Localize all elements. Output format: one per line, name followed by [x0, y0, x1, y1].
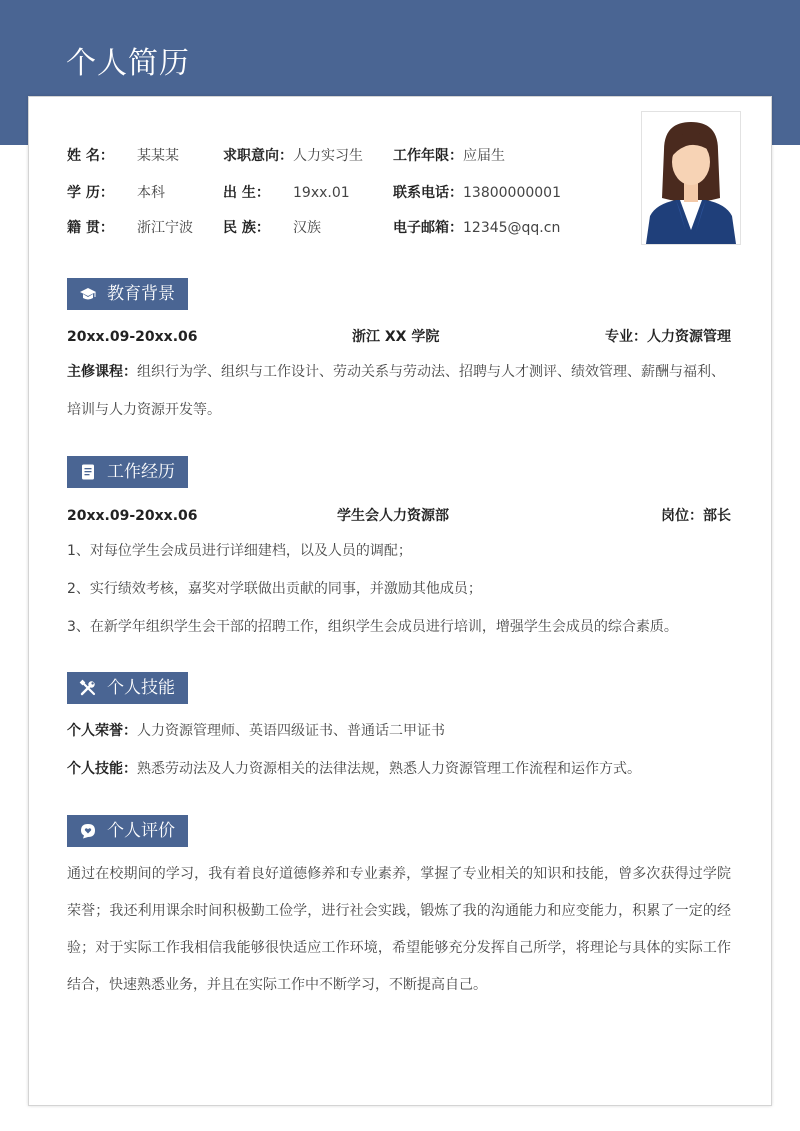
- avatar-illustration-icon: [642, 112, 740, 244]
- section-education-title: 教育背景: [107, 284, 175, 304]
- education-summary-row: [67, 326, 731, 348]
- experience-item: 2、实行绩效考核，嘉奖对学联做出贡献的同事，并激励其他成员；: [67, 581, 482, 597]
- birth-value: 19xx.01: [293, 185, 350, 201]
- education-courses: [67, 361, 731, 383]
- honor-label: 个人荣誉：: [67, 723, 137, 739]
- education-period: 20xx.09-20xx.06: [67, 329, 198, 345]
- phone-label: 联系电话：: [393, 185, 463, 201]
- section-skills-title: 个人技能: [107, 678, 175, 698]
- courses-label: 主修课程：: [67, 364, 137, 380]
- experience-org: 学生会人力资源部: [337, 508, 449, 524]
- name-label: 姓 名：: [67, 148, 114, 164]
- education-major: 专业：人力资源管理: [605, 329, 731, 345]
- intent-label: 求职意向：: [223, 148, 293, 164]
- ethnic-value: 汉族: [293, 220, 321, 236]
- tools-icon: [79, 679, 97, 697]
- skill-value: 熟悉劳动法及人力资源相关的法律法规，熟悉人力资源管理工作流程和运作方式。: [137, 761, 641, 777]
- resume-card: [28, 96, 772, 1106]
- section-experience-header: [67, 456, 188, 488]
- experience-item: 3、在新学年组织学生会干部的招聘工作，组织学生会成员进行培训，增强学生会成员的综合素质。: [67, 619, 678, 635]
- section-experience-title: 工作经历: [107, 462, 175, 482]
- profile-photo: [641, 111, 741, 245]
- notebook-icon: [79, 463, 97, 481]
- section-skills-header: [67, 672, 188, 704]
- experience-item: 1、对每位学生会成员进行详细建档，以及人员的调配；: [67, 543, 412, 559]
- section-education-header: [67, 278, 188, 310]
- email-label: 电子邮箱：: [393, 220, 463, 236]
- years-label: 工作年限：: [393, 148, 463, 164]
- years-value: 应届生: [463, 148, 505, 164]
- page-title: 个人简历: [66, 46, 190, 81]
- honor-value: 人力资源管理师、英语四级证书、普通话二甲证书: [137, 723, 445, 739]
- courses-line-2: 培训与人力资源开发等。: [67, 402, 221, 418]
- email-value: 12345@qq.cn: [463, 220, 561, 236]
- education-school: 浙江 XX 学院: [352, 329, 440, 345]
- ethnic-label: 民 族：: [223, 220, 270, 236]
- evaluation-text: 通过在校期间的学习，我有着良好道德修养和专业素养，掌握了专业相关的知识和技能，曾多次获得过学院荣誉；我还利用课余时间积极勤工俭学，进行社会实践，锻炼了我的沟通能力和应变能力，积累了一定的经验；对于实际工作我相信我能够很快适应工作环境，希望能够充分发挥自己所学，将理论与具体的实际工作结合，快速熟悉业务，并且在实际工作中不断学习，不断提高自己。: [67, 866, 731, 993]
- skills-honor-row: [67, 720, 731, 742]
- skills-skill-row: [67, 758, 731, 780]
- speech-bubble-heart-icon: [79, 822, 97, 840]
- section-evaluation-header: [67, 815, 188, 847]
- birth-label: 出 生：: [223, 185, 270, 201]
- section-evaluation-title: 个人评价: [107, 821, 175, 841]
- edu-label: 学 历：: [67, 185, 114, 201]
- phone-value: 13800000001: [463, 185, 561, 201]
- education-courses-cont: [67, 399, 731, 421]
- intent-value: 人力实习生: [293, 148, 363, 164]
- edu-value: 本科: [137, 185, 165, 201]
- origin-value: 浙江宁波: [137, 220, 193, 236]
- skill-label: 个人技能：: [67, 761, 137, 777]
- name-value: 某某某: [137, 148, 179, 164]
- experience-position: 岗位：部长: [661, 508, 731, 524]
- experience-period: 20xx.09-20xx.06: [67, 508, 198, 524]
- graduation-cap-icon: [79, 285, 97, 303]
- courses-line-1: 组织行为学、组织与工作设计、劳动关系与劳动法、招聘与人才测评、绩效管理、薪酬与福利、: [137, 364, 725, 380]
- origin-label: 籍 贯：: [67, 220, 114, 236]
- experience-summary-row: [67, 505, 731, 527]
